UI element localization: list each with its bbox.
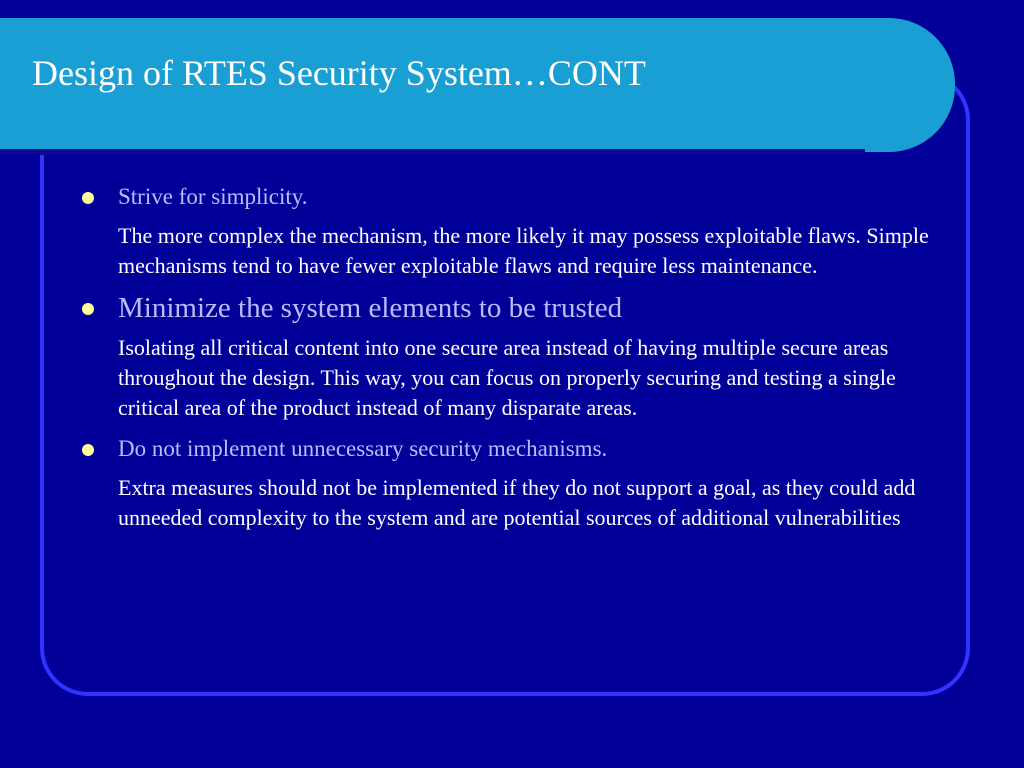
bullet-item: [80, 435, 960, 463]
bullet-body: Extra measures should not be implemented if they do not support a goal, as they could add unneeded complexity to the system and are potential sources of additional vulnerabilities: [118, 474, 916, 530]
bullet-body: The more complex the mechanism, the more likely it may possess exploitable flaws. Simple mechanisms tend to have fewer exploitable flaws and require less maintenance.: [118, 222, 929, 278]
slide-content: [80, 183, 960, 533]
bullet-dot-icon: [82, 303, 94, 315]
bullet-item: [80, 291, 960, 326]
bullet-heading: Minimize the system elements to be trusted: [118, 291, 623, 324]
bullet-item: [80, 183, 960, 211]
bullet-body: Isolating all critical content into one secure area instead of having multiple secure areas throughout the design. This way, you can focus on properly securing and testing a single critical area of the product instead of many disparate areas.: [118, 335, 896, 421]
bullet-heading: Do not implement unnecessary security mechanisms.: [118, 436, 608, 462]
bullet-dot-icon: [82, 444, 94, 456]
slide-title: Design of RTES Security System…CONT: [32, 53, 646, 93]
bullet-dot-icon: [82, 192, 94, 204]
bullet-heading: Strive for simplicity.: [118, 184, 308, 209]
title-underline: [0, 149, 865, 155]
